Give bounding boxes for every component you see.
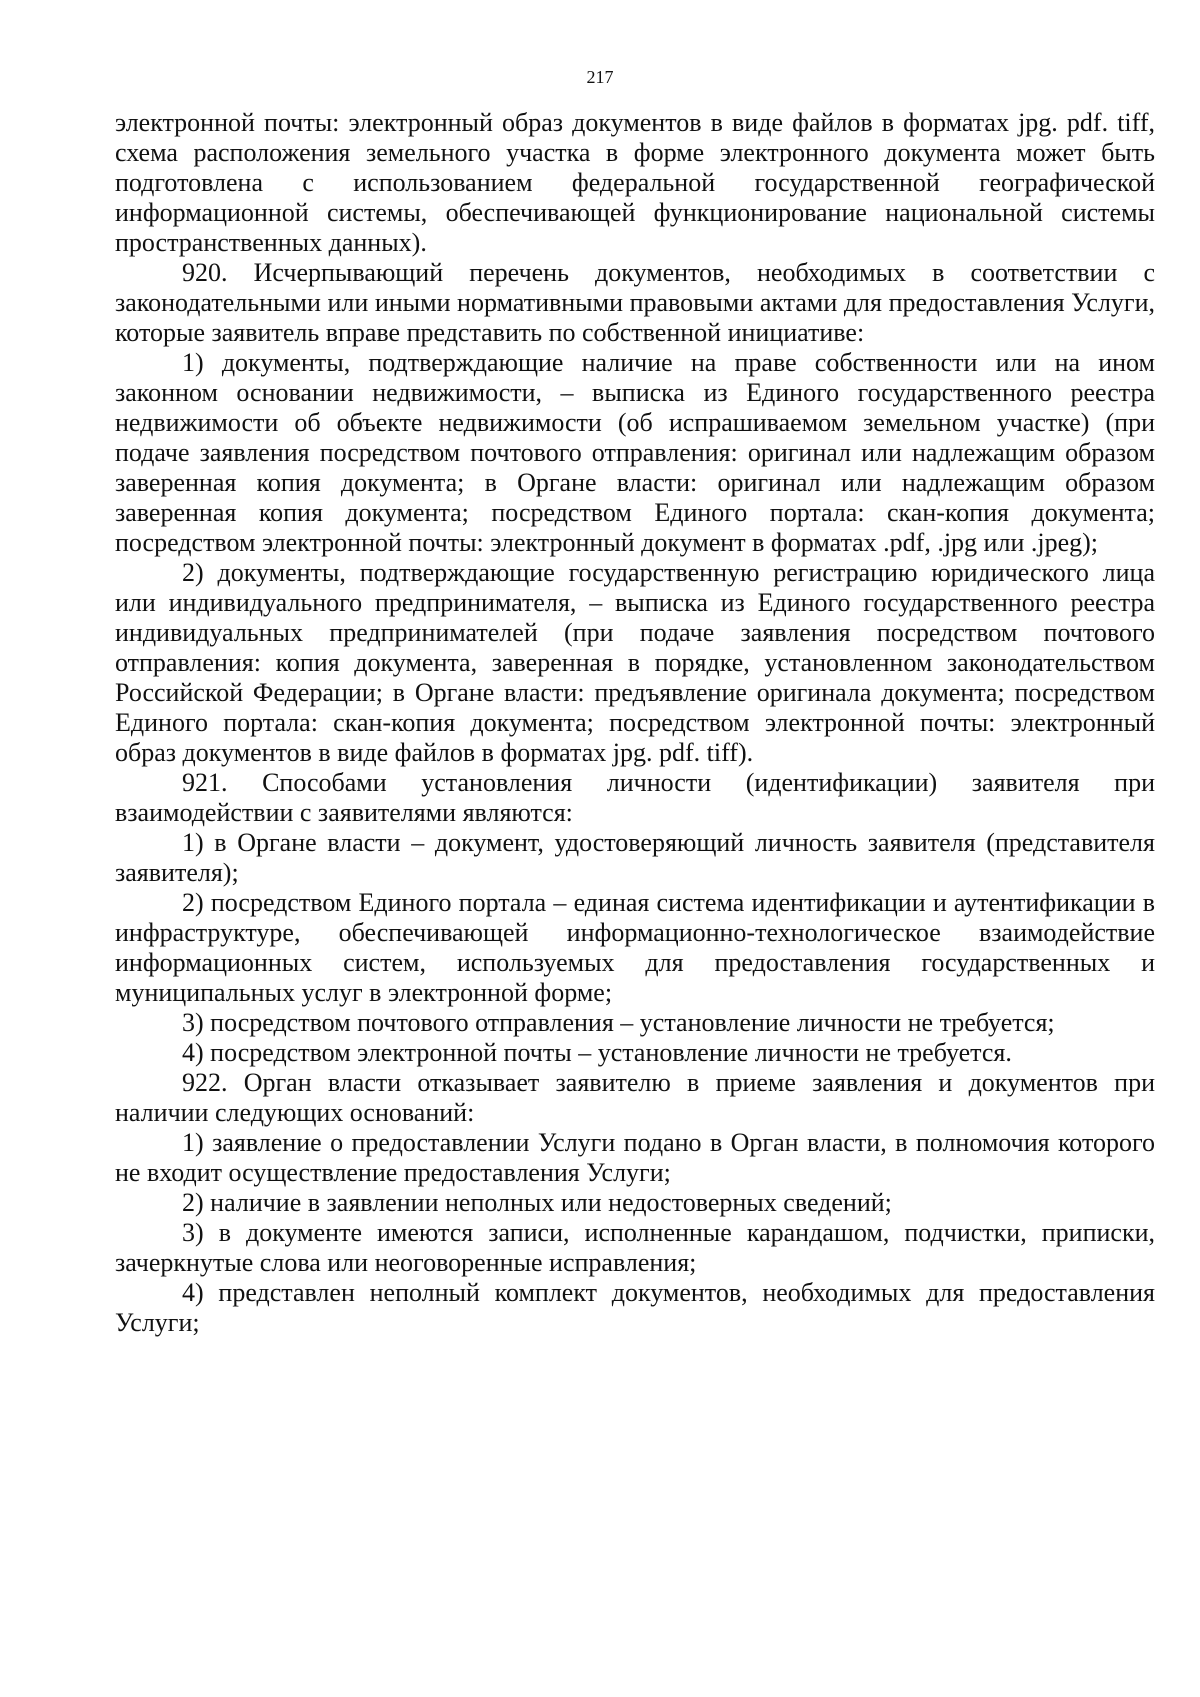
paragraph-922-item-2: 2) наличие в заявлении неполных или недостоверных сведений; <box>182 1188 892 1217</box>
paragraph-921-item-1: 1) в Органе власти – документ, удостоверяющий личность заявителя (представителя заявителя); <box>115 828 1155 887</box>
paragraph-922: 922. Орган власти отказывает заявителю в приеме заявления и документов при наличии следующих оснований: <box>115 1068 1155 1127</box>
paragraph-922-item-4: 4) представлен неполный комплект документов, необходимых для предоставления Услуги; <box>115 1278 1155 1337</box>
paragraph-921: 921. Способами установления личности (идентификации) заявителя при взаимодействии с заявителями являются: <box>115 768 1155 827</box>
page-number: 217 <box>586 67 614 87</box>
paragraph-920-item-1: 1) документы, подтверждающие наличие на праве собственности или на ином законном основании недвижимости, – выписка из Единого государственного реестра недвижимости об объекте недвижимости (об испрашиваемом земельном участке) (при подаче заявления посредством почтового отправления: оригинал или надлежащим образом заверенная копия документа; в Органе власти: оригинал или надлежащим образом заверенная копия документа; посредством Единого портала: скан-копия документа; посредством электронной почты: электронный документ в форматах .pdf, .jpg или .jpeg); <box>115 348 1155 557</box>
paragraph-920-item-2: 2) документы, подтверждающие государственную регистрацию юридического лица или индивидуального предпринимателя, – выписка из Единого государственного реестра индивидуальных предпринимателей (при подаче заявления посредством почтового отправления: копия документа, заверенная в порядке, установленном законодательством Российской Федерации; в Органе власти: предъявление оригинала документа; посредством Единого портала: скан-копия документа; посредством электронной почты: электронный образ документов в виде файлов в форматах jpg. pdf. tiff). <box>115 558 1155 767</box>
paragraph-922-item-1: 1) заявление о предоставлении Услуги подано в Орган власти, в полномочия которого не входит осуществление предоставления Услуги; <box>115 1128 1155 1187</box>
paragraph-continuation: электронной почты: электронный образ документов в виде файлов в форматах jpg. pdf. tiff, схема расположения земельного участка в форме электронного документа может быть подготовлена с использованием федеральной государственной географической информационной системы, обеспечивающей функционирование национальной системы пространственных данных). <box>115 108 1155 257</box>
paragraph-920: 920. Исчерпывающий перечень документов, необходимых в соответствии с законодательными или иными нормативными правовыми актами для предоставления Услуги, которые заявитель вправе представить по собственной инициативе: <box>115 258 1155 347</box>
paragraph-921-item-3: 3) посредством почтового отправления – установление личности не требуется; <box>182 1008 1055 1037</box>
paragraph-922-item-3: 3) в документе имеются записи, исполненные карандашом, подчистки, приписки, зачеркнутые слова или неоговоренные исправления; <box>115 1218 1155 1277</box>
paragraph-921-item-2: 2) посредством Единого портала – единая система идентификации и аутентификации в инфраструктуре, обеспечивающей информационно-технологическое взаимодействие информационных систем, используемых для предоставления государственных и муниципальных услуг в электронной форме; <box>115 888 1155 1007</box>
paragraph-921-item-4: 4) посредством электронной почты – установление личности не требуется. <box>182 1038 1012 1067</box>
document-body <box>115 108 1155 1338</box>
